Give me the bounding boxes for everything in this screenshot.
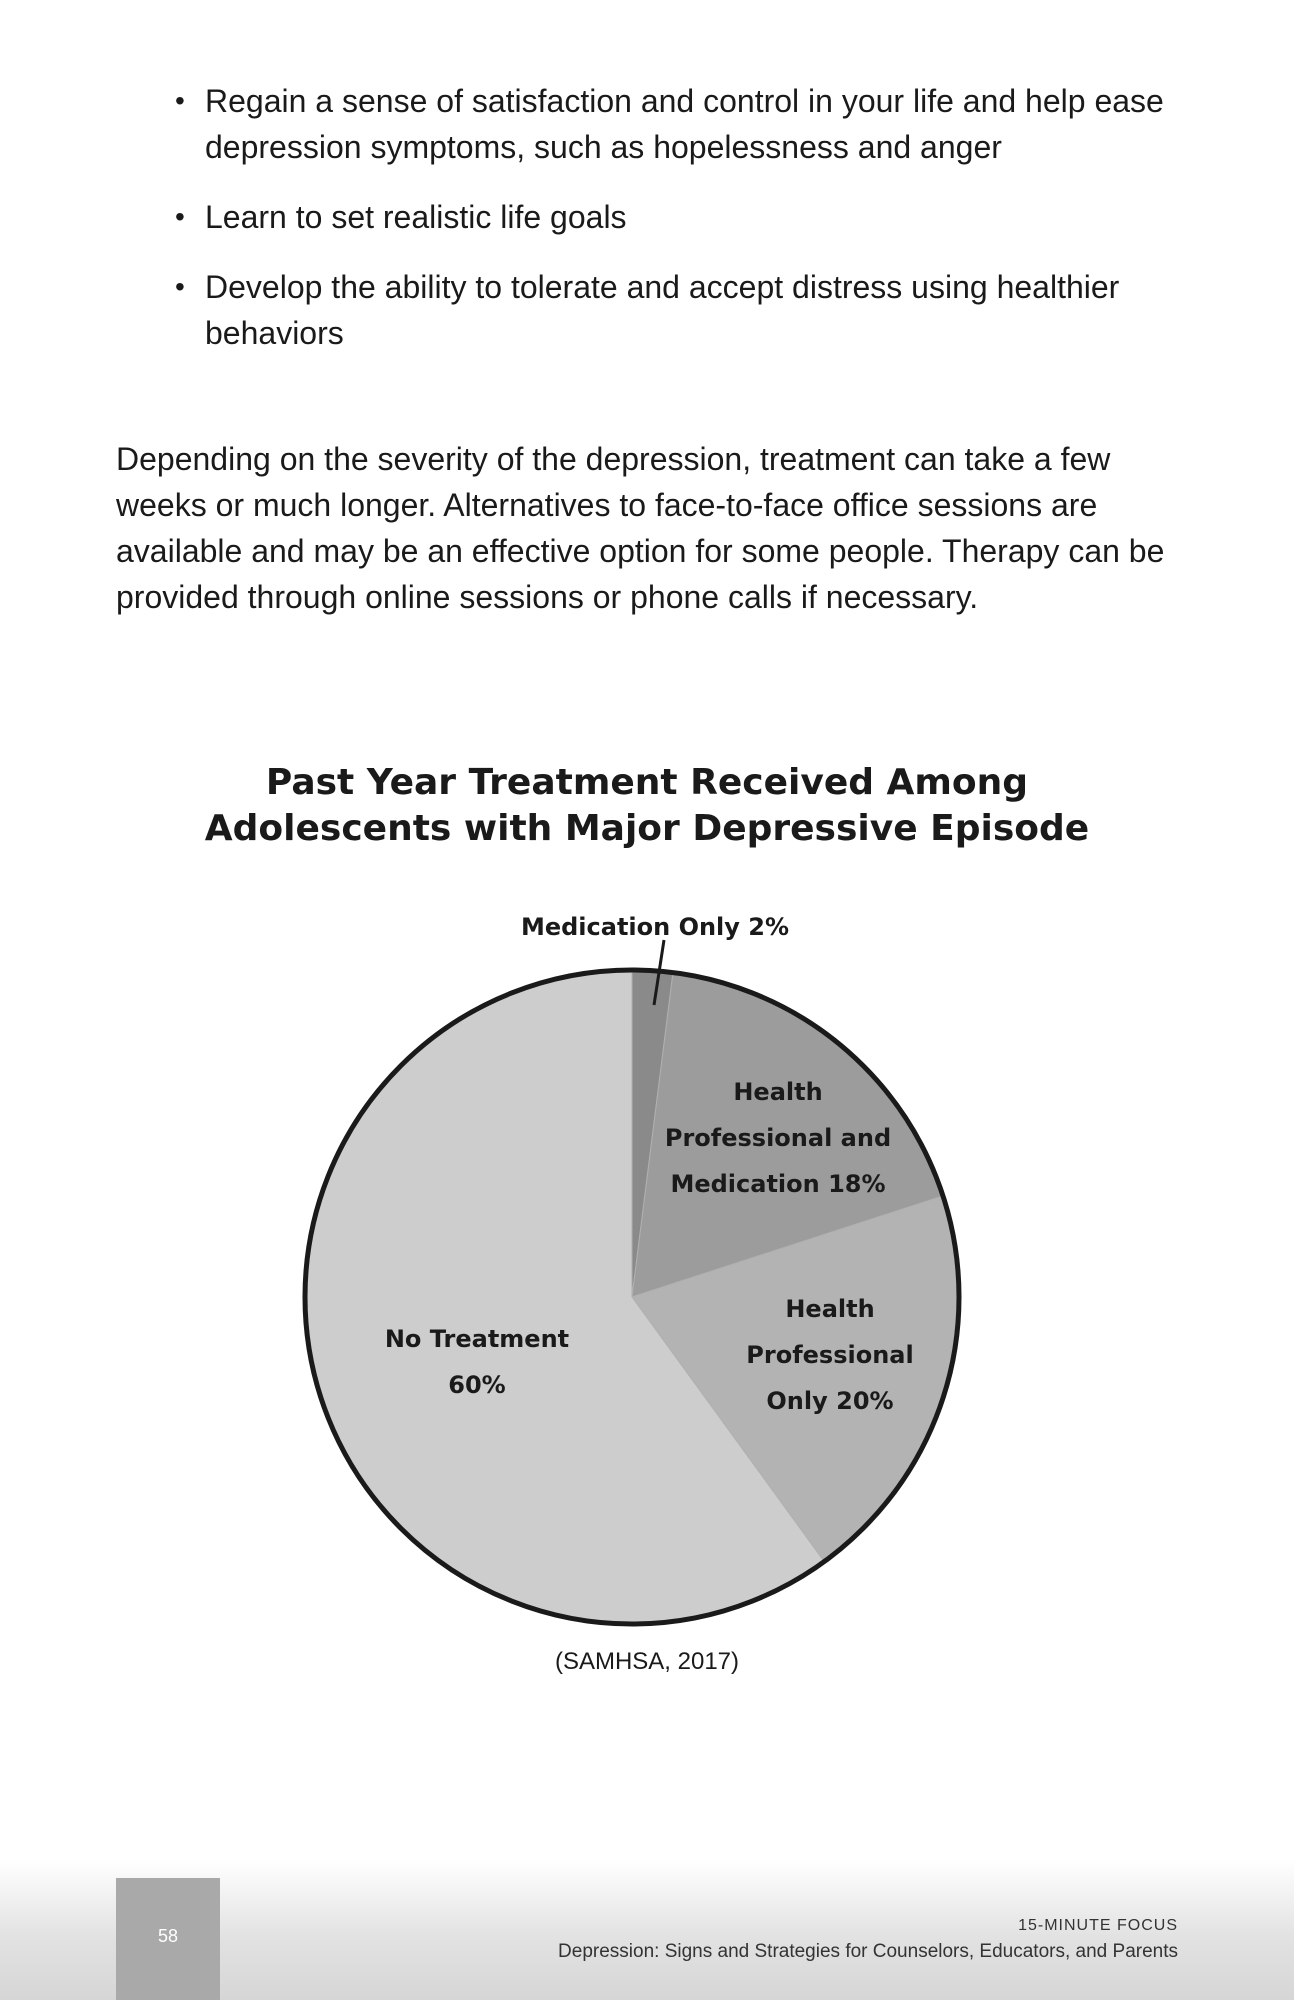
page-number: 58 (157, 1926, 179, 1946)
book-title: Depression: Signs and Strategies for Counselors, Educators, and Parents (558, 1941, 1178, 1962)
pie-label-no-treatment: No Treatment 60% (384, 1325, 570, 1399)
chart-title-line-1: Past Year Treatment Received Among (265, 762, 1029, 803)
bullet-text: Regain a sense of satisfaction and control in your life and help ease depression symptoms, such as hopelessness and anger (205, 83, 1164, 165)
pie-label-medication-only: Medication Only 2% (520, 913, 790, 941)
chart-title-line-2: Adolescents with Major Depressive Episode (204, 808, 1090, 849)
pie-label-health-professional-and-medication: Health Professional and Medication 18% (664, 1078, 892, 1198)
pie-label-health-professional-only: Health Professional Only 20% (746, 1295, 914, 1415)
bullet-text: Learn to set realistic life goals (205, 199, 627, 235)
bullet-dot: • (175, 201, 185, 232)
body-paragraph: Depending on the severity of the depression, treatment can take a few weeks or much longer. Alternatives to face-to-face office sessions are available and may be an effective option for some people. Therapy can be provided through online sessions or phone calls if necessary. (116, 441, 1165, 615)
series-name: 15-MINUTE FOCUS (1018, 1917, 1178, 1934)
page-number-box (116, 1878, 220, 2000)
bullet-dot: • (175, 85, 185, 116)
chart-source: (SAMHSA, 2017) (554, 1648, 740, 1675)
bullet-dot: • (175, 271, 185, 302)
bullet-text: Develop the ability to tolerate and accept distress using healthier behaviors (205, 269, 1120, 351)
